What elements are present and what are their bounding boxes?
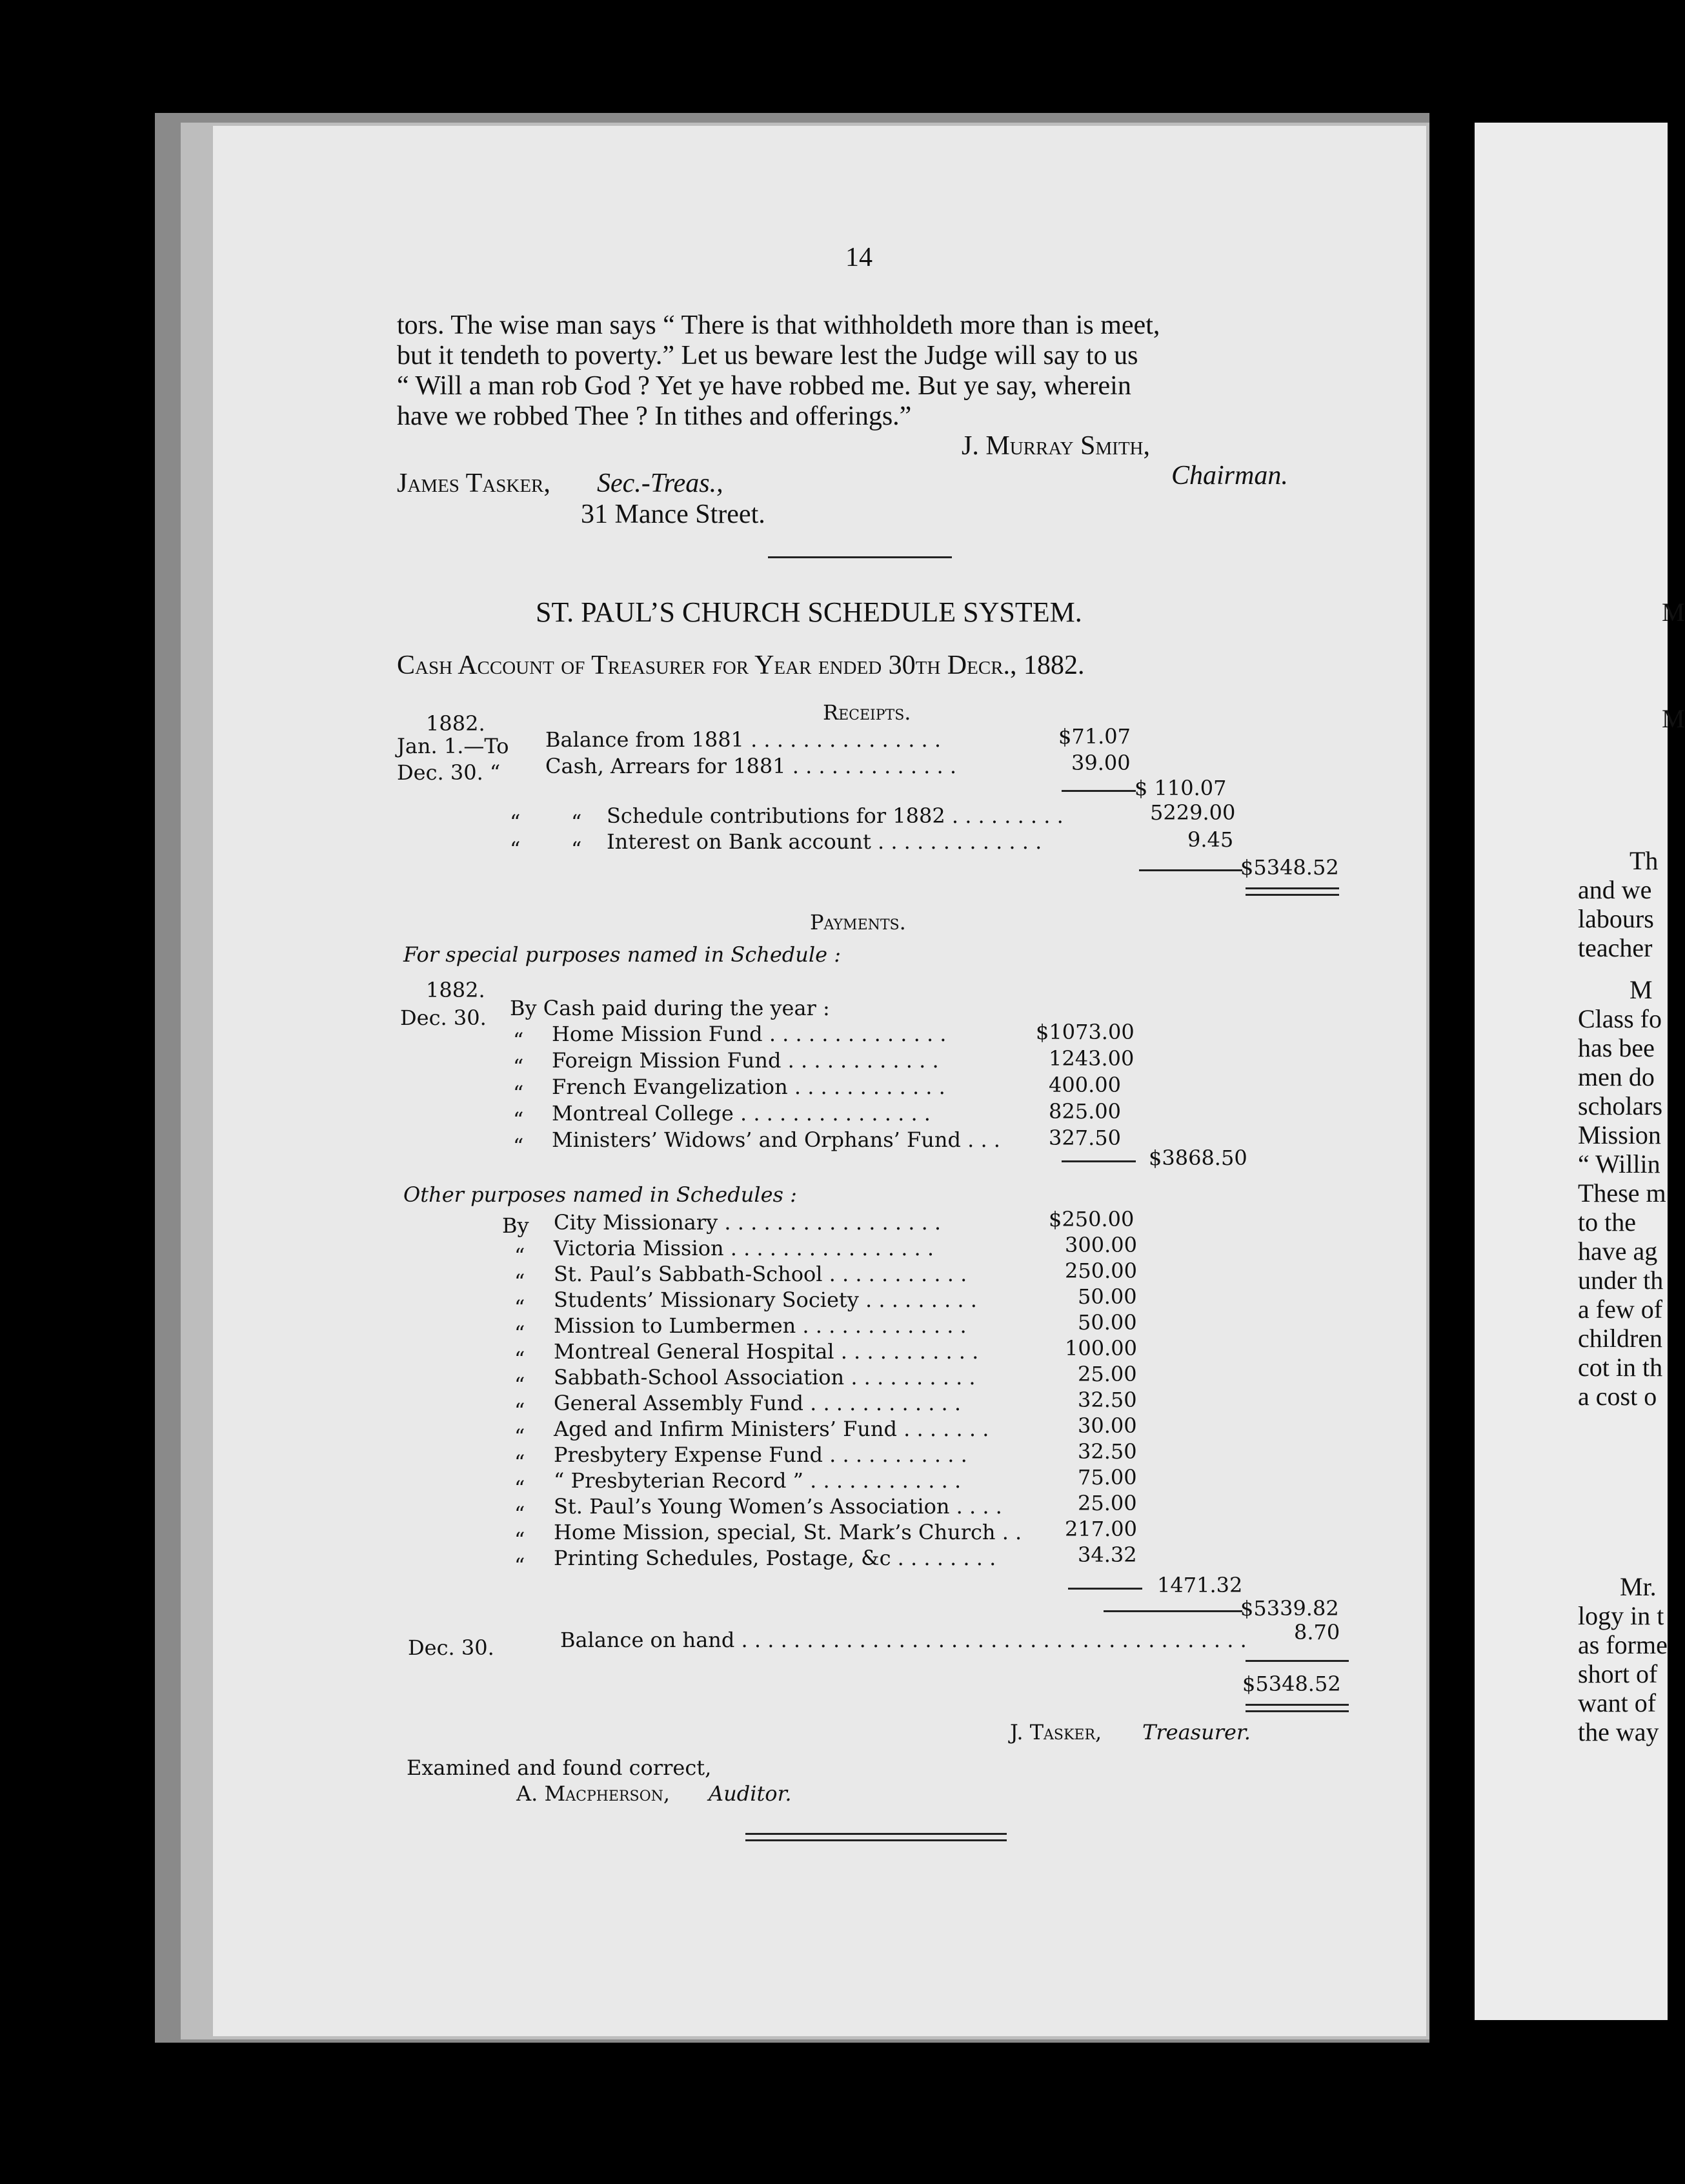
payment-desc: French Evangelization . . . . . . . . . . . . bbox=[552, 1075, 945, 1099]
facing-page-text: teacher bbox=[1578, 933, 1653, 962]
payment-desc: Foreign Mission Fund . . . . . . . . . . . . bbox=[552, 1048, 939, 1073]
payment-amount: 100.00 bbox=[1065, 1336, 1137, 1360]
facing-page-text: scholars bbox=[1578, 1091, 1663, 1120]
auditor-name: A. Macpherson, bbox=[516, 1781, 671, 1806]
facing-page-text: Mr. bbox=[1620, 1572, 1657, 1601]
facing-page-text: cot in th bbox=[1578, 1353, 1663, 1382]
ditto-mark: “ bbox=[571, 810, 582, 834]
facing-page-text: M bbox=[1662, 598, 1685, 627]
receipt-desc: Interest on Bank account . . . . . . . . . . . . . bbox=[607, 829, 1042, 854]
facing-page bbox=[1475, 123, 1685, 2020]
receipt-amount: 5229.00 bbox=[1150, 800, 1236, 825]
ditto-mark: “ bbox=[514, 1450, 525, 1475]
payment-desc: Montreal General Hospital . . . . . . . . . . . bbox=[554, 1339, 979, 1364]
cash-account-subheading: Cash Account of Treasurer for Year ended 30th Decr., 1882. bbox=[397, 651, 1085, 680]
grand-payments-total: $5339.82 bbox=[1240, 1596, 1339, 1621]
payment-amount: 30.00 bbox=[1078, 1413, 1137, 1438]
payment-amount: $1073.00 bbox=[1036, 1020, 1135, 1044]
payments-year: 1882. bbox=[426, 978, 485, 1002]
facing-page-text: labours bbox=[1578, 904, 1654, 933]
balance-amount: 8.70 bbox=[1294, 1620, 1340, 1644]
receipt-amount: 9.45 bbox=[1187, 827, 1234, 852]
ditto-mark: “ bbox=[513, 1134, 524, 1158]
facing-page-text: Th bbox=[1630, 846, 1659, 875]
facing-page-text: a few of bbox=[1578, 1295, 1663, 1324]
double-rule bbox=[1246, 1704, 1349, 1706]
intro-line-3: “ Will a man rob God ? Yet ye have robbed me. But ye say, wherein bbox=[397, 371, 1131, 401]
payment-amount: 32.50 bbox=[1078, 1439, 1137, 1464]
facing-page-text: the way bbox=[1578, 1717, 1659, 1746]
intro-line-1: tors. The wise man says “ There is that withholdeth more than is meet, bbox=[397, 310, 1160, 340]
double-rule bbox=[745, 1839, 1007, 1841]
ditto-mark: “ bbox=[513, 1028, 524, 1053]
receipt-date: Dec. 30. “ bbox=[397, 760, 501, 785]
payment-amount: 34.32 bbox=[1078, 1542, 1137, 1567]
payment-desc: Home Mission Fund . . . . . . . . . . . . . . bbox=[552, 1022, 947, 1046]
payment-amount: 327.50 bbox=[1049, 1126, 1121, 1150]
facing-page-text: to the bbox=[1578, 1208, 1636, 1237]
ditto-mark: “ bbox=[571, 837, 582, 862]
special-purposes-label: For special purposes named in Schedule : bbox=[403, 942, 842, 967]
ditto-mark: “ bbox=[514, 1295, 525, 1320]
payment-amount: 32.50 bbox=[1078, 1388, 1137, 1412]
payment-desc: General Assembly Fund . . . . . . . . . . . . bbox=[554, 1391, 962, 1415]
other-purposes-label: Other purposes named in Schedules : bbox=[403, 1182, 797, 1207]
payment-desc: Ministers’ Widows’ and Orphans’ Fund . . . bbox=[552, 1127, 1000, 1152]
facing-page-text: short of bbox=[1578, 1659, 1658, 1688]
facing-page-text: have ag bbox=[1578, 1237, 1658, 1266]
ditto-mark: “ bbox=[514, 1424, 525, 1449]
payment-amount: 75.00 bbox=[1078, 1465, 1137, 1490]
receipt-desc: Balance from 1881 . . . . . . . . . . . . . . . bbox=[545, 727, 942, 752]
ditto-mark: “ bbox=[514, 1528, 525, 1552]
payment-amount: 25.00 bbox=[1078, 1362, 1137, 1386]
payment-desc: St. Paul’s Sabbath-School . . . . . . . . . . . bbox=[554, 1262, 967, 1286]
facing-page-text: men do bbox=[1578, 1062, 1655, 1091]
ditto-mark: “ bbox=[513, 1107, 524, 1132]
schedule-heading: ST. PAUL’S CHURCH SCHEDULE SYSTEM. bbox=[536, 596, 1082, 628]
payment-desc: Presbytery Expense Fund . . . . . . . . . . . bbox=[554, 1442, 967, 1467]
facing-page-text: “ Willin bbox=[1578, 1149, 1660, 1178]
ditto-mark: “ bbox=[513, 1081, 524, 1106]
by-label: By bbox=[502, 1213, 529, 1238]
facing-page-text: These m bbox=[1578, 1178, 1666, 1208]
auditor-line: Examined and found correct, bbox=[407, 1755, 712, 1780]
receipt-desc: Cash, Arrears for 1881 . . . . . . . . . . . . . bbox=[545, 754, 957, 778]
receipt-desc: Schedule contributions for 1882 . . . . . . . . . bbox=[607, 804, 1064, 828]
ditto-mark: “ bbox=[514, 1373, 525, 1397]
payments-title: Payments. bbox=[810, 910, 906, 935]
special-total: $3868.50 bbox=[1149, 1146, 1247, 1170]
other-total: 1471.32 bbox=[1157, 1573, 1243, 1597]
receipts-total: $5348.52 bbox=[1240, 855, 1339, 880]
treasurer-name: J. Tasker, bbox=[1010, 1720, 1102, 1744]
payment-amount: $250.00 bbox=[1049, 1207, 1135, 1231]
rule bbox=[1062, 790, 1136, 792]
payment-amount: 825.00 bbox=[1049, 1099, 1121, 1124]
payment-desc: Sabbath-School Association . . . . . . . . . . bbox=[554, 1365, 976, 1390]
final-total: $5348.52 bbox=[1242, 1672, 1341, 1696]
ditto-mark: “ bbox=[513, 1055, 524, 1079]
payment-desc: Victoria Mission . . . . . . . . . . . . . . . . bbox=[554, 1236, 934, 1260]
payment-amount: 400.00 bbox=[1049, 1073, 1121, 1097]
payment-desc: St. Paul’s Young Women’s Association . . . . bbox=[554, 1494, 1002, 1519]
receipts-year: 1882. bbox=[426, 711, 485, 736]
chairman-name: J. Murray Smith, bbox=[962, 431, 1150, 461]
payment-amount: 250.00 bbox=[1065, 1259, 1137, 1283]
payment-amount: 1243.00 bbox=[1049, 1046, 1135, 1071]
ditto-mark: “ bbox=[510, 810, 521, 834]
facing-page-text: as forme bbox=[1578, 1630, 1668, 1659]
balance-date: Dec. 30. bbox=[408, 1635, 494, 1660]
payment-amount: 217.00 bbox=[1065, 1517, 1137, 1541]
ditto-mark: “ bbox=[514, 1502, 525, 1526]
ditto-mark: “ bbox=[514, 1553, 525, 1578]
ditto-mark: “ bbox=[514, 1269, 525, 1294]
double-rule bbox=[1246, 1710, 1349, 1712]
rule bbox=[1062, 1160, 1136, 1162]
payment-desc: Mission to Lumbermen . . . . . . . . . . . . . bbox=[554, 1313, 967, 1338]
facing-page-text: M bbox=[1662, 704, 1685, 733]
payment-desc: “ Presbyterian Record ” . . . . . . . . . . . . bbox=[554, 1468, 962, 1493]
receipt-amount: $71.07 bbox=[1058, 724, 1131, 749]
ditto-mark: “ bbox=[514, 1244, 525, 1268]
double-rule bbox=[745, 1833, 1007, 1835]
receipt-amount: 39.00 bbox=[1071, 751, 1131, 775]
payments-date: Dec. 30. bbox=[400, 1006, 487, 1030]
ditto-mark: “ bbox=[514, 1347, 525, 1371]
ditto-mark: “ bbox=[514, 1399, 525, 1423]
secretary-name: James Tasker, bbox=[397, 469, 550, 498]
facing-page-text: Mission bbox=[1578, 1120, 1661, 1149]
payment-desc: Printing Schedules, Postage, &c . . . . . . . . bbox=[554, 1546, 996, 1570]
payment-amount: 50.00 bbox=[1078, 1284, 1137, 1309]
balance-desc: Balance on hand . . . . . . . . . . . . . . . . . . . . . . . . . . . . . . . . . . . . . . . bbox=[560, 1628, 1247, 1652]
ditto-mark: “ bbox=[514, 1476, 525, 1501]
payment-desc: Montreal College . . . . . . . . . . . . . . . bbox=[552, 1101, 931, 1126]
auditor-title: Auditor. bbox=[709, 1781, 792, 1806]
facing-page-text: want of bbox=[1578, 1688, 1657, 1717]
payment-desc: Aged and Infirm Ministers’ Fund . . . . . . . bbox=[554, 1417, 989, 1441]
payment-amount: 50.00 bbox=[1078, 1310, 1137, 1335]
facing-page-text: has bee bbox=[1578, 1033, 1655, 1062]
chairman-title: Chairman. bbox=[1171, 461, 1288, 490]
payment-desc: Home Mission, special, St. Mark’s Church . . bbox=[554, 1520, 1022, 1544]
payment-desc: Students’ Missionary Society . . . . . . . . . bbox=[554, 1288, 977, 1312]
intro-line-2: but it tendeth to poverty.” Let us beware lest the Judge will say to us bbox=[397, 341, 1138, 370]
payments-by-line: By Cash paid during the year : bbox=[510, 996, 830, 1020]
ditto-mark: “ bbox=[510, 837, 521, 862]
treasurer-title: Treasurer. bbox=[1142, 1720, 1251, 1744]
facing-page-text: Class fo bbox=[1578, 1004, 1662, 1033]
rule bbox=[1246, 1660, 1349, 1662]
facing-page-text: under th bbox=[1578, 1266, 1664, 1295]
payment-amount: 300.00 bbox=[1065, 1233, 1137, 1257]
payment-desc: City Missionary . . . . . . . . . . . . . . . . . bbox=[554, 1210, 942, 1235]
double-rule bbox=[1246, 894, 1339, 896]
intro-line-4: have we robbed Thee ? In tithes and offerings.” bbox=[397, 401, 912, 431]
section-divider bbox=[768, 556, 952, 558]
receipts-title: Receipts. bbox=[823, 700, 911, 725]
secretary-title: Sec.-Treas., bbox=[597, 469, 723, 498]
facing-page-text: children bbox=[1578, 1324, 1663, 1353]
rule bbox=[1104, 1610, 1242, 1612]
receipt-date: Jan. 1.—To bbox=[397, 734, 509, 758]
facing-page-text: M bbox=[1630, 975, 1653, 1004]
double-rule bbox=[1246, 887, 1339, 889]
facing-page-text: logy in t bbox=[1578, 1601, 1664, 1630]
rule bbox=[1068, 1588, 1142, 1590]
ditto-mark: “ bbox=[514, 1321, 525, 1346]
page-number: 14 bbox=[845, 243, 873, 272]
receipts-subtotal: $ 110.07 bbox=[1135, 776, 1227, 800]
rule bbox=[1139, 869, 1242, 871]
facing-page-text: a cost o bbox=[1578, 1382, 1657, 1411]
payment-amount: 25.00 bbox=[1078, 1491, 1137, 1515]
secretary-address: 31 Mance Street. bbox=[581, 500, 765, 529]
facing-page-text: and we bbox=[1578, 875, 1652, 904]
